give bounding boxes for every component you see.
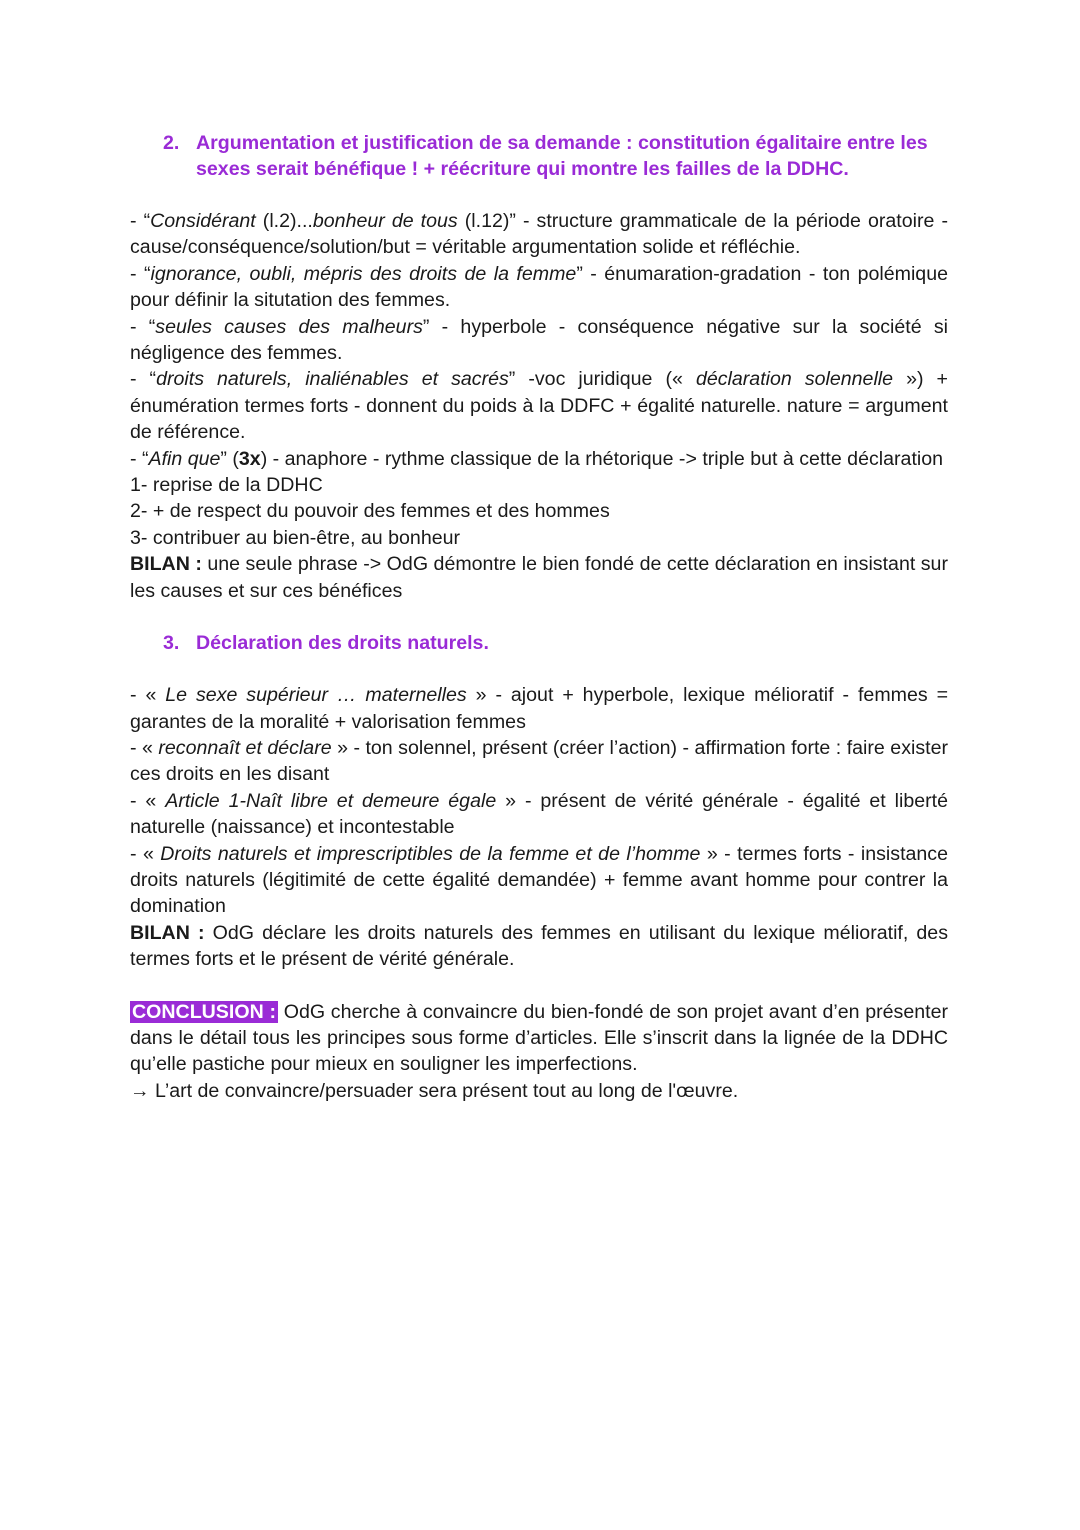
section-3-number: 3. — [163, 632, 180, 655]
bilan-label: BILAN : — [130, 553, 202, 576]
section-2-list-item-3: 3- contribuer au bien-être, au bonheur — [130, 526, 461, 549]
section-2-bullet-1: - “Considérant (l.2)...bonheur de tous (l.12)” - structure grammaticale de la période oratoire - cause/conséquence/solution/but = véritable argumentation solide et réfléchie. — [130, 210, 948, 259]
section-2-title: Argumentation et justification de sa demande : constitution égalitaire entre les sexes serait bénéfique ! + réécriture qui montre les failles de la DDHC. — [196, 132, 928, 180]
section-2-bullet-5: - “Afin que” (3x) - anaphore - rythme classique de la rhétorique -> triple but à cette déclaration — [130, 447, 944, 470]
section-3-bullet-1: - « Le sexe supérieur … maternelles » - ajout + hyperbole, lexique mélioratif - femmes = garantes de la moralité + valorisation femmes — [130, 684, 949, 733]
section-3-bullet-3: - « Article 1-Naît libre et demeure égale » - présent de vérité générale - égalité et liberté naturelle (naissance) et incontestable — [130, 789, 949, 839]
section-3-bilan: BILAN : OdG déclare les droits naturels des femmes en utilisant du lexique mélioratif, des termes forts et le présent de vérité générale. — [130, 921, 948, 971]
bilan-label: BILAN : — [130, 921, 205, 944]
section-3-heading — [163, 630, 948, 656]
conclusion-label: CONCLUSION : — [132, 1000, 276, 1023]
section-2-bilan: BILAN : une seule phrase -> OdG démontre le bien fondé de cette déclaration en insistant sur les causes et sur ces bénéfices — [130, 553, 948, 602]
section-2-bullet-4: - “droits naturels, inaliénables et sacrés” -voc juridique (« déclaration solennelle ») + énumération termes forts - donnent du poids à la DDFC + égalité naturelle. nature = argument de référence. — [130, 368, 948, 444]
section-3-title: Déclaration des droits naturels. — [196, 632, 489, 655]
section-2-number: 2. — [163, 132, 180, 154]
section-2-list-item-1: 1- reprise de la DDHC — [130, 474, 323, 497]
section-3-bullet-2: - « reconnaît et déclare » - ton solennel, présent (créer l’action) - affirmation forte : faire exister ces droits en les disant — [130, 736, 949, 786]
section-2-bullet-3: - “seules causes des malheurs” - hyperbole - conséquence négative sur la société si négligence des femmes. — [130, 315, 948, 365]
section-2-bullet-2: - “ignorance, oubli, mépris des droits de la femme” - énumaration-gradation - ton polémique pour définir la situtation des femmes. — [130, 262, 948, 312]
document-page — [130, 130, 948, 1104]
conclusion-final-line: → L’art de convaincre/persuader sera présent tout au long de l'œuvre. — [130, 1079, 739, 1102]
section-2-heading — [163, 130, 948, 182]
section-3-bullet-4: - « Droits naturels et imprescriptibles de la femme et de l’homme » - termes forts - insistance droits naturels (légitimité de cette égalité demandée) + femme avant homme pour contrer la domination — [130, 842, 948, 918]
conclusion-paragraph: CONCLUSION : OdG cherche à convaincre du bien-fondé de son projet avant d’en présenter dans le détail tous les principes sous forme d’articles. Elle s’inscrit dans la lignée de la DDHC qu’elle pastiche pour mieux en souligner les imperfections. — [130, 1000, 948, 1076]
section-2-list-item-2: 2- + de respect du pouvoir des femmes et des hommes — [130, 500, 610, 523]
